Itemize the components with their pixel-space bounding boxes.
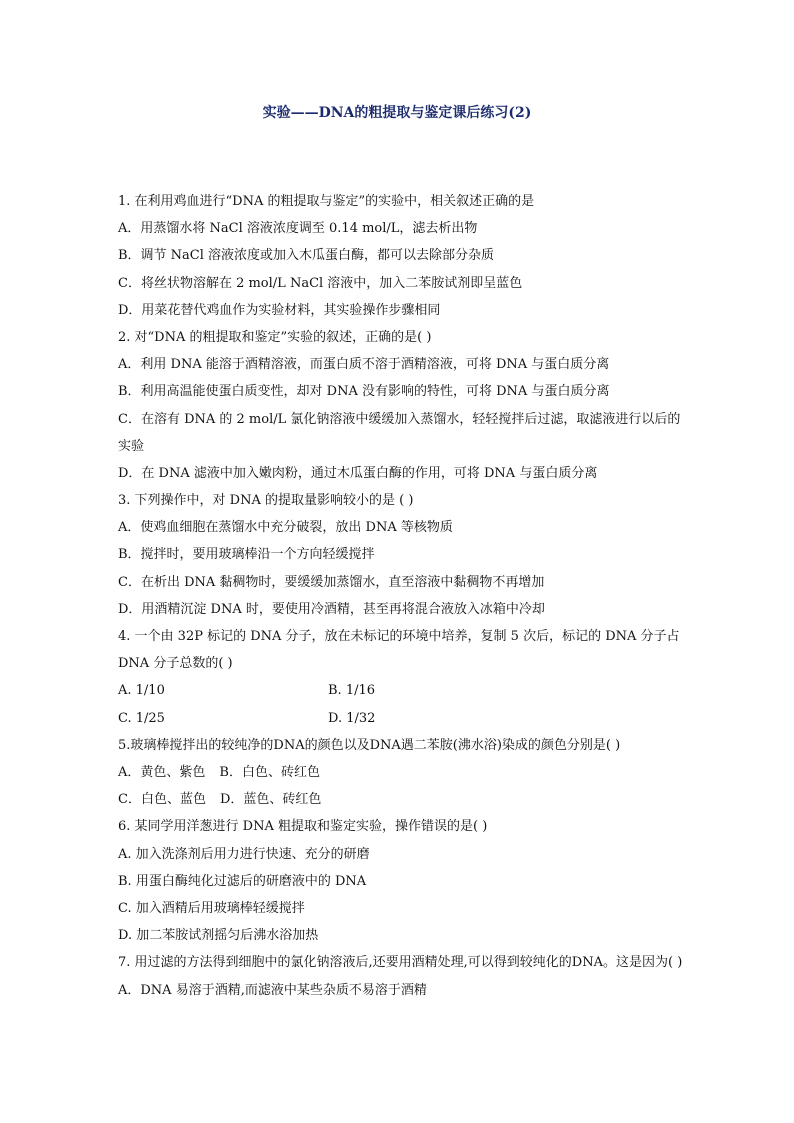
option-b: B．搅拌时，要用玻璃棒沿一个方向轻缓搅拌 [118, 547, 375, 563]
option-a: A．黄色、紫色 [118, 765, 206, 780]
option-d: D．用菜花替代鸡血作为实验材料，其实验操作步骤相同 [118, 302, 441, 318]
page-title: 实验——DNA的粗提取与鉴定课后练习(2) [262, 105, 532, 121]
option-b: B．调节 NaCl 溶液浓度或加入木瓜蛋白酶，都可以去除部分杂质 [118, 248, 495, 264]
question-stem: 1. 在利用鸡血进行“DNA 的粗提取与鉴定”的实验中，相关叙述正确的是 [118, 194, 535, 209]
question-1 [118, 188, 688, 324]
question-stem: 4. 一个由 32P 标记的 DNA 分子，放在未标记的环境中培养，复制 5 次后，标记的 DNA 分子占 DNA 分子总数的( ) [118, 629, 680, 672]
option-a: A．使鸡血细胞在蒸馏水中充分破裂，放出 DNA 等核物质 [118, 520, 453, 536]
option-row [118, 705, 688, 732]
option-d: D．在 DNA 滤液中加入嫩肉粉，通过木瓜蛋白酶的作用，可将 DNA 与蛋白质分离 [118, 465, 598, 481]
option-b: B. 用蛋白酶纯化过滤后的研磨液中的 DNA [118, 873, 367, 889]
question-6 [118, 813, 688, 949]
option-row [118, 677, 688, 704]
option-b: B. 1/16 [328, 683, 376, 699]
question-stem: 3. 下列操作中，对 DNA 的提取量影响较小的是 ( ) [118, 493, 414, 509]
option-a: A．DNA 易溶于酒精,而滤液中某些杂质不易溶于酒精 [118, 982, 427, 998]
question-stem: 6. 某同学用洋葱进行 DNA 粗提取和鉴定实验，操作错误的是( ) [118, 819, 488, 835]
question-stem: 7. 用过滤的方法得到细胞中的氯化钠溶液后,还要用酒精处理,可以得到较纯化的DNA。这是因为( ) [118, 955, 683, 971]
option-a: A．利用 DNA 能溶于酒精溶液，而蛋白质不溶于酒精溶液，可将 DNA 与蛋白质分离 [118, 357, 610, 373]
option-d: D．用酒精沉淀 DNA 时，要使用冷酒精，甚至再将混合液放入冰箱中冷却 [118, 601, 545, 617]
option-d: D．蓝色、砖红色 [219, 792, 322, 808]
question-7 [118, 949, 688, 1003]
option-row [118, 786, 688, 813]
option-d: D. 加二苯胺试剂摇匀后沸水浴加热 [118, 928, 319, 944]
option-b: B．利用高温能使蛋白质变性，却对 DNA 没有影响的特性，可将 DNA 与蛋白质分离 [118, 384, 610, 400]
option-c: C. 1/25 [118, 710, 165, 726]
question-stem: 5.玻璃棒搅拌出的较纯净的DNA的颜色以及DNA遇二苯胺(沸水浴)染成的颜色分别是( ) [118, 737, 621, 753]
question-3 [118, 487, 688, 623]
question-2 [118, 324, 688, 487]
question-list [118, 188, 688, 1004]
option-a: A. 加入洗涤剂后用力进行快速、充分的研磨 [118, 846, 370, 862]
option-a: A．用蒸馏水将 NaCl 溶液浓度调至 0.14 mol/L，滤去析出物 [118, 221, 478, 237]
option-b: B．白色、砖红色 [219, 765, 320, 780]
option-c: C．白色、蓝色 [118, 792, 206, 808]
option-row [118, 759, 688, 786]
question-5 [118, 732, 688, 814]
option-d: D. 1/32 [328, 710, 376, 726]
option-c: C．在析出 DNA 黏稠物时，要缓缓加蒸馏水，直至溶液中黏稠物不再增加 [118, 574, 545, 590]
option-c: C．在溶有 DNA 的 2 mol/L 氯化钠溶液中缓缓加入蒸馏水，轻轻搅拌后过滤，取滤液进行以后的实验 [118, 411, 681, 454]
question-stem: 2. 对“DNA 的粗提取和鉴定”实验的叙述，正确的是( ) [118, 329, 432, 345]
option-c: C. 加入酒精后用玻璃棒轻缓搅拌 [118, 900, 305, 916]
option-a: A. 1/10 [118, 683, 165, 699]
question-4 [118, 623, 688, 732]
option-c: C．将丝状物溶解在 2 mol/L NaCl 溶液中，加入二苯胺试剂即呈蓝色 [118, 275, 523, 291]
